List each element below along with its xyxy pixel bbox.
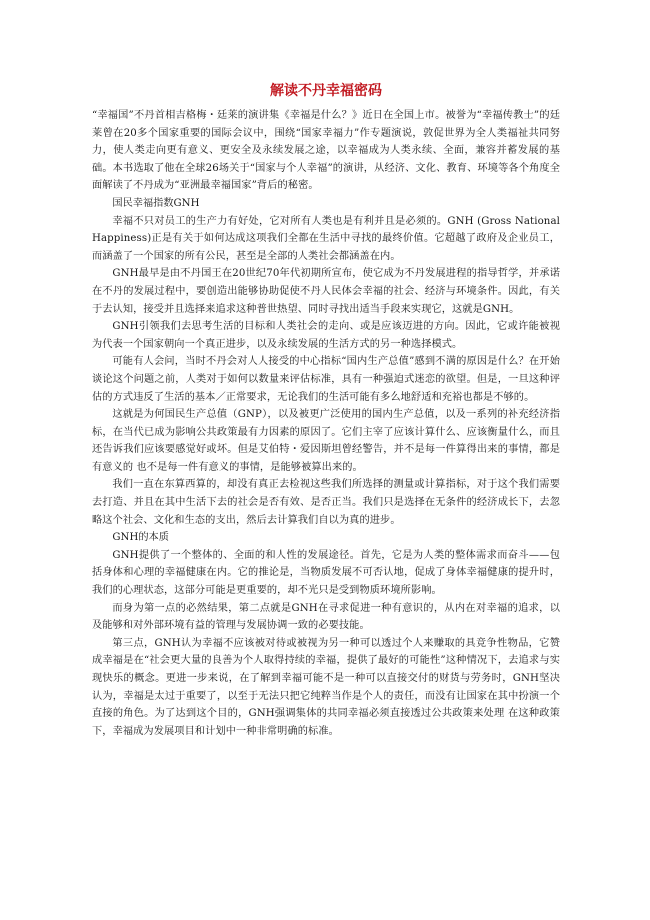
paragraph: 第三点，GNH认为幸福不应该被对待或被视为另一种可以透过个人来赚取的具竞争性物品，它赞成幸福是在“社会更大量的良善为个人取得持续的幸福，提供了最好的可能性”这种情况下，去追求与实现快乐的概念。更进一步来说，在了解到幸福可能不是一种可以直接交付的财货与劳务时，GNH坚决认为，幸福是太过于重要了，以至于无法只把它纯粹当作是个人的责任，而没有让国家在其中扮演一个直接的角色。为了达到这个目的，GNH强调集体的共同幸福必须直接透过公共政策来处理 在这种政策下，幸福成为发展项目和计划中一种非常明确的标准。 bbox=[92, 637, 560, 737]
paragraph: 幸福不只对员工的生产力有好处，它对所有人类也是有利并且是必须的。GNH (Gross National Happiness)正是有关于如何达成这项我们全都在生活中寻找的最终价值。它超越了政府及企业员工，而涵盖了一个国家的所有公民，甚至是全部的人类社会都涵盖在内。 bbox=[92, 215, 560, 262]
section-heading: GNH的本质 bbox=[112, 532, 169, 544]
document-title: 解读不丹幸福密码 bbox=[270, 83, 382, 99]
paragraph: GNH引领我们去思考生活的目标和人类社会的走向、或是应该迈进的方向。因此，它或许能被视为代表一个国家朝向一个真正进步，以及永续发展的生活方式的另一种选择模式。 bbox=[92, 321, 560, 350]
section-heading: 国民幸福指数GNH bbox=[112, 197, 200, 209]
paragraph: “幸福国”不丹首相吉格梅・廷莱的演讲集《幸福是什么？》近日在全国上市。被誉为“幸福传教士”的廷莱曾在20多个国家重要的国际会议中，围绕“国家幸福力”作专题演说，敦促世界为全人类福祉共同努力，使人类走向更有意义、更安全及永续发展之途，以幸福成为人类永续、全面，兼容并蓄发展的基础。本书选取了他在全球26场关于“国家与个人幸福”的演讲，从经济、文化、教育、环境等各个角度全面解读了不丹成为“亚洲最幸福国家”背后的秘密。 bbox=[92, 110, 560, 192]
paragraph: 可能有人会问，当时不丹会对人人接受的中心指标“国内生产总值”感到不满的原因是什么？在开始谈论这个问题之前，人类对于如何以数量来评估标准，具有一种强迫式迷恋的欲望。但是，一旦这种评估的方式违反了生活的基本／正常要求，无论我们的生活可能有多么地舒适和充裕也都是不够的。 bbox=[92, 356, 560, 403]
paragraph: 而身为第一点的必然结果，第二点就是GNH在寻求促进一种有意识的，从内在对幸福的追求，以及能够和对外部环境有益的管理与发展协调一致的必要技能。 bbox=[92, 602, 560, 632]
paragraph: GNH最早是由不丹国王在20世纪70年代初期所宣布，使它成为不丹发展进程的指导哲学，并承诺在不丹的发展过程中，要创造出能够协助促使不丹人民体会幸福的社会、经济与环境条件。因此，有关于去认知，接受并且选择来追求这种普世热望、同时寻找出适当手段来实现它，这就是GNH。 bbox=[92, 268, 560, 315]
paragraph: 我们一直在东算西算的，却没有真正去检视这些我们所选择的测量或计算指标，对于这个我们需要去打造、并且在其中生活下去的社会是否有效、是否正当。我们只是选择在无条件的经济成长下，去忽略这个社会、文化和生态的支出，然后去计算我们自以为真的进步。 bbox=[92, 479, 560, 526]
paragraph: 这就是为何国民生产总值（GNP），以及被更广泛使用的国内生产总值，以及一系列的补充经济指标，在当代已成为影响公共政策最有力因素的原因了。它们主宰了应该计算什么、应该衡量什么，而且还告诉我们应该要感觉好或坏。但是艾伯特・爱因斯坦曾经警告，并不是每一件算得出来的事情，都是有意义的 也不是每一件有意义的事情，是能够被算出来的。 bbox=[92, 409, 560, 473]
document-page bbox=[92, 82, 560, 740]
paragraph: GNH提供了一个整体的、全面的和人性的发展途径。首先，它是为人类的整体需求而奋斗——包括身体和心理的幸福健康在内。它的推论是，当物质发展不可否认地，促成了身体幸福健康的提升时，我们的心理状态，这部分可能是更重要的，却不光只是受到物质环境所影响。 bbox=[92, 549, 560, 597]
